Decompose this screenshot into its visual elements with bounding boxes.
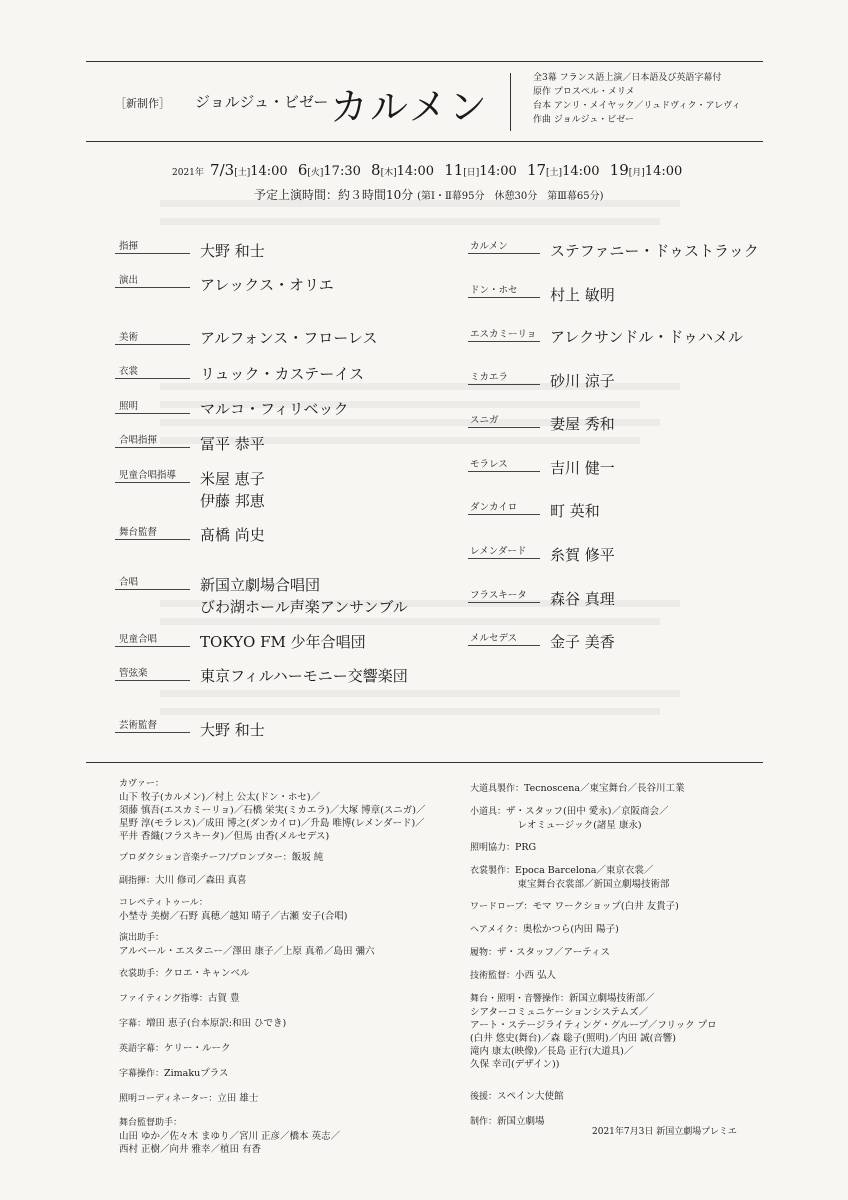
cast-rule <box>468 558 540 559</box>
staff-line: スペイン大使館 <box>497 1091 564 1102</box>
cast-rule <box>468 602 540 603</box>
credit-name: リュック・カステーイス <box>200 365 365 383</box>
cast-role: カルメン <box>470 241 508 252</box>
staff-group <box>470 782 717 796</box>
staff-group <box>470 900 717 914</box>
credit-role: 児童合唱 <box>119 634 158 645</box>
staff-heading: 小道具： <box>470 807 507 817</box>
cast-name: ステファニー・ドゥストラック <box>550 242 759 260</box>
credit-role: 児童合唱指導 <box>119 470 177 481</box>
staff-line: モマ ワークショップ(白井 友貴子) <box>532 901 679 912</box>
credit-name: 大野 和士 <box>200 242 265 260</box>
composer-name: ジョルジュ・ビゼー <box>195 93 329 111</box>
staff-line: アルベール・エスタニー／澤田 康子／上原 真希／島田 彌六 <box>119 946 375 957</box>
cast-role: ドン・ホセ <box>470 285 518 296</box>
date-entry: 17[土]14:00 <box>526 161 600 179</box>
date-entry: 19[月]14:00 <box>609 161 683 179</box>
staff-group <box>119 897 426 923</box>
cast-name: 砂川 涼子 <box>550 372 615 390</box>
staff-line: 古賀 豊 <box>207 993 240 1004</box>
staff-group <box>119 967 426 981</box>
staff-group <box>119 851 426 865</box>
staff-heading: ワードローブ： <box>470 902 533 912</box>
staff-group <box>470 864 717 891</box>
staff-heading: ヘアメイク： <box>470 925 523 935</box>
staff-group <box>119 1042 426 1056</box>
staff-line: Tecnoscena／東宝舞台／長谷川工業 <box>524 783 685 794</box>
production-badge: ［新制作］ <box>115 97 170 110</box>
staff-line: 大川 修司／森田 真喜 <box>155 875 247 886</box>
staff-line: 久保 幸司(デザイン)) <box>470 1059 560 1070</box>
header-top-rule <box>86 61 763 62</box>
header-divider <box>510 73 511 131</box>
staff-line: 須藤 慎吾(エスカミーリョ)／石橋 栄実(ミカエラ)／大塚 博章(スニガ)／ <box>119 805 426 816</box>
date-entry: 11[日]14:00 <box>444 161 517 179</box>
cast-name: 金子 美香 <box>550 633 615 651</box>
cast-name: 妻屋 秀和 <box>550 415 615 433</box>
staff-heading: 大道具製作： <box>470 784 525 794</box>
staff-line: 平井 香織(フラスキータ)／但馬 由香(メルセデス) <box>119 831 330 842</box>
credit-name: アルフォンス・フローレス <box>200 329 378 347</box>
cast-name: 糸賀 修平 <box>550 546 615 564</box>
staff-group <box>470 841 717 855</box>
cast-role: モラレス <box>470 459 508 470</box>
credit-rule <box>115 447 190 448</box>
info-line: 原作 プロスペル・メリメ <box>533 87 635 97</box>
staff-line: 小埜寺 美樹／石野 真穂／越知 晴子／古瀬 安子(合唱) <box>119 911 348 922</box>
performance-dates <box>172 161 682 179</box>
staff-heading: プロダクション音楽チーフ/プロンプター： <box>119 853 292 863</box>
credit-role: 照明 <box>119 401 139 412</box>
production-info <box>533 71 741 127</box>
staff-heading: 字幕操作： <box>119 1069 165 1079</box>
cast-role: ミカエラ <box>470 372 509 383</box>
staff-heading: 制作： <box>470 1117 498 1127</box>
date-entry: 8[木]14:00 <box>371 161 435 179</box>
staff-heading: 舞台監督助手： <box>119 1118 183 1128</box>
staff-left <box>119 778 426 1156</box>
staff-line: 新国立劇場 <box>497 1116 545 1127</box>
staff-heading: ファイティング指導： <box>119 994 208 1004</box>
cast-rule <box>468 471 540 472</box>
staff-group <box>119 992 426 1006</box>
staff-group <box>119 1067 426 1081</box>
info-line: 台本 アンリ・メイヤック／リュドヴィク・アレヴィ <box>533 101 741 111</box>
staff-group <box>119 1017 426 1031</box>
staff-line: 西村 正樹／向井 雅幸／植田 有香 <box>119 1144 262 1155</box>
cast-rule <box>468 297 540 298</box>
credit-role: 合唱指揮 <box>119 435 158 446</box>
credit-name: 髙橋 尚史 <box>200 526 265 544</box>
staff-heading: 照明協力： <box>470 843 516 853</box>
staff-heading: コレペティトゥール： <box>119 898 208 908</box>
staff-heading: 舞台・照明・音響操作： <box>470 994 570 1004</box>
staff-heading: 衣裳助手： <box>119 969 165 979</box>
credit-role: 指揮 <box>119 241 139 252</box>
staff-line: ケリー・ルーク <box>164 1043 231 1054</box>
opera-title: カルメン <box>330 85 489 129</box>
credit-rule <box>115 646 190 647</box>
staff-line: レオミュージック(諸星 康永) <box>470 820 642 831</box>
credit-name: TOKYO FM 少年合唱団 <box>200 633 366 651</box>
staff-line: 立田 雄士 <box>217 1093 259 1104</box>
cast-name: 森谷 真理 <box>550 590 615 608</box>
staff-heading: 英語字幕： <box>119 1044 165 1054</box>
staff-heading: 衣裳製作： <box>470 866 516 876</box>
credit-role: 演出 <box>119 275 139 286</box>
staff-heading: 履物： <box>470 948 498 958</box>
staff-line: 山田 ゆか／佐々木 まゆり／宮川 正彦／橋本 英志／ <box>119 1131 341 1142</box>
info-line: 全3幕 フランス語上演／日本語及び英語字幕付 <box>533 73 722 83</box>
runtime-main: 予定上演時間：約３時間10分 <box>254 188 414 202</box>
staff-line: クロエ・キャンベル <box>164 968 250 979</box>
staff-line: シアターコミュニケーションシステムズ／ <box>470 1007 649 1018</box>
cast-role: ダンカイロ <box>470 502 518 513</box>
staff-group <box>119 1092 426 1106</box>
credit-name: 東京フィルハーモニー交響楽団 <box>200 667 408 685</box>
staff-heading: 技術監督： <box>470 971 516 981</box>
staff-group <box>470 923 717 937</box>
staff-group <box>119 874 426 888</box>
credit-role: 芸術監督 <box>119 720 158 731</box>
staff-line: 東宝舞台衣裳部／新国立劇場技術部 <box>470 879 670 890</box>
staff-group <box>119 1117 426 1156</box>
cast-rule <box>468 514 540 515</box>
credit-name: びわ湖ホール声楽アンサンブル <box>200 598 408 616</box>
staff-group <box>470 946 717 960</box>
staff-line: 星野 淳(モラレス)／成田 博之(ダンカイロ)／升島 唯博(レメンダード)／ <box>119 818 425 829</box>
credit-rule <box>115 539 190 540</box>
staff-line: Zimakuプラス <box>164 1068 229 1079</box>
staff-line: 小西 弘人 <box>515 970 557 981</box>
cast-rule <box>468 645 540 646</box>
credit-name: 冨平 恭平 <box>200 435 265 453</box>
info-line: 作曲 ジョルジュ・ビゼー <box>533 115 634 125</box>
cast-role: エスカミーリョ <box>470 329 537 340</box>
cast-name: 町 英和 <box>550 502 600 520</box>
staff-heading: 演出助手： <box>119 933 165 943</box>
credit-name: 新国立劇場合唱団 <box>200 576 321 594</box>
credit-name: マルコ・フィリベック <box>200 400 349 418</box>
staff-line: 飯坂 純 <box>291 852 324 863</box>
staff-heading: カヴァー： <box>119 779 164 789</box>
staff-line: Epoca Barcelona／東京衣裳／ <box>515 865 654 876</box>
staff-line: アート・ステージライティング・グループ／フリック プロ <box>470 1020 717 1031</box>
cast-rule <box>468 253 540 254</box>
cast-rule <box>468 384 540 385</box>
credit-name: 大野 和士 <box>200 721 265 739</box>
staff-group <box>119 778 426 843</box>
credit-role: 管弦楽 <box>119 668 148 679</box>
cast-name: アレクサンドル・ドゥハメル <box>550 328 743 346</box>
premiere-note: 2021年7月3日 新国立劇場プレミエ <box>592 1127 737 1137</box>
staff-line: ザ・スタッフ(田中 愛永)／京阪商会／ <box>506 806 669 817</box>
staff-line: 山下 牧子(カルメン)／村上 公太(ドン・ホセ)／ <box>119 792 321 803</box>
cast-role: レメンダード <box>470 546 527 557</box>
staff-line: 奥松かつら(内田 陽子) <box>522 924 619 935</box>
credit-rule <box>115 253 190 254</box>
staff-heading: 照明コーディネーター： <box>119 1094 218 1104</box>
staff-line: 増田 恵子(台本原訳:和田 ひでき) <box>146 1018 287 1029</box>
cast-name: 村上 敏明 <box>550 286 615 304</box>
runtime <box>254 186 603 203</box>
credit-role: 美術 <box>119 332 139 343</box>
credit-name: 伊藤 邦恵 <box>200 492 265 510</box>
staff-right <box>470 782 717 1129</box>
staff-group <box>470 992 717 1071</box>
credit-name: 米屋 恵子 <box>200 470 265 488</box>
staff-heading: 副指揮： <box>119 876 156 886</box>
credit-rule <box>115 378 190 379</box>
cast-rule <box>468 427 540 428</box>
cast-role: スニガ <box>470 415 499 426</box>
staff-line: 新国立劇場技術部／ <box>569 993 655 1004</box>
cast-role: フラスキータ <box>470 590 527 601</box>
cast-name: 吉川 健一 <box>550 459 615 477</box>
cast-rule <box>468 341 540 342</box>
credit-rule <box>115 413 190 414</box>
staff-line: ザ・スタッフ／アーティス <box>497 947 610 958</box>
header-bottom-rule <box>86 141 763 142</box>
year: 2021年 <box>172 168 204 178</box>
credit-rule <box>115 589 190 590</box>
staff-line: PRG <box>515 842 537 853</box>
credit-rule <box>115 482 190 483</box>
staff-heading: 字幕： <box>119 1019 147 1029</box>
staff-heading: 後援： <box>470 1092 498 1102</box>
credit-role: 合唱 <box>119 577 139 588</box>
credit-rule <box>115 287 190 288</box>
cast-role: メルセデス <box>470 633 518 644</box>
staff-section-rule <box>86 762 763 763</box>
credit-rule <box>115 680 190 681</box>
credit-rule <box>115 344 190 345</box>
staff-line: 滝内 康太(映像)／長島 正行(大道具)／ <box>470 1046 634 1057</box>
credit-name: アレックス・オリエ <box>200 276 334 294</box>
credit-rule <box>115 732 190 733</box>
runtime-detail: (第Ⅰ・Ⅱ幕95分 休憩30分 第Ⅲ幕65分) <box>417 191 604 202</box>
date-entry: 7/3[土]14:00 <box>210 161 288 179</box>
date-entry: 6[火]17:30 <box>297 161 361 179</box>
credit-role: 衣裳 <box>119 366 139 377</box>
staff-group <box>470 1090 717 1104</box>
staff-line: (白井 悠史(舞台)／森 聡子(照明)／内田 誠(音響) <box>470 1033 677 1044</box>
staff-group <box>470 969 717 983</box>
credit-role: 舞台監督 <box>119 527 158 538</box>
staff-group <box>470 805 717 832</box>
staff-group <box>119 932 426 958</box>
